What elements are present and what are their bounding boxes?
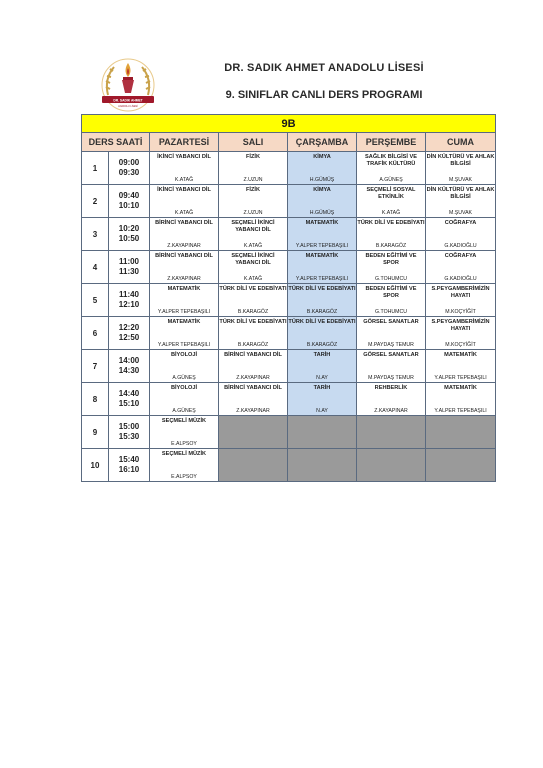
teacher: Z.KAYAPINAR xyxy=(374,408,408,414)
lesson-cell xyxy=(426,383,496,416)
subject: DİN KÜLTÜRÜ VE AHLAK BİLGİSİ xyxy=(426,187,495,200)
teacher: A.GÜNEŞ xyxy=(172,375,196,381)
subject: MATEMATİK xyxy=(167,319,201,325)
subject: MATEMATİK xyxy=(444,352,477,358)
teacher: Y.ALPER TEPEBAŞILI xyxy=(295,243,349,249)
end-time: 12:50 xyxy=(118,333,140,342)
class-label: 9B xyxy=(82,115,496,133)
lesson-cell xyxy=(288,152,357,185)
period-cell xyxy=(82,218,150,251)
teacher: B.KARAGÖZ xyxy=(306,342,338,348)
period-cell xyxy=(82,317,150,350)
teacher: Y.ALPER TEPEBAŞILI xyxy=(434,408,487,414)
start-time: 11:40 xyxy=(118,290,140,299)
end-time: 10:50 xyxy=(118,234,140,243)
teacher: K.ATAĞ xyxy=(243,276,263,282)
subject: TÜRK DİLİ VE EDEBİYATI xyxy=(288,286,356,292)
table-row xyxy=(82,449,496,482)
teacher: G.TOHUMCU xyxy=(375,276,407,282)
subject: İKİNCİ YABANCI DİL xyxy=(157,187,211,193)
teacher: M.ŞUVAK xyxy=(449,210,473,216)
end-time: 09:30 xyxy=(118,168,140,177)
teacher: M.KOÇYİĞİT xyxy=(445,309,476,315)
end-time: 11:30 xyxy=(118,267,140,276)
empty-cell xyxy=(426,449,496,482)
lesson-cell xyxy=(288,185,357,218)
subject: SEÇMELİ İKİNCİ YABANCI DİL xyxy=(231,220,275,233)
subject: SEÇMELİ İKİNCİ YABANCI DİL xyxy=(231,253,275,266)
end-time: 15:30 xyxy=(118,432,140,441)
period-number: 9 xyxy=(92,427,98,437)
lesson-cell xyxy=(219,218,288,251)
lesson-cell xyxy=(357,152,426,185)
end-time: 12:10 xyxy=(118,300,140,309)
subject: TÜRK DİLİ VE EDEBİYATI xyxy=(288,319,356,325)
teacher: H.GÜMÜŞ xyxy=(309,210,335,216)
lesson-cell xyxy=(426,185,496,218)
subject: S.PEYGAMBERİMİZİN HAYATI xyxy=(431,286,490,299)
empty-cell xyxy=(219,416,288,449)
subject: SEÇMELİ SOSYAL ETKİNLİK xyxy=(366,187,416,200)
lesson-cell xyxy=(288,251,357,284)
lesson-cell xyxy=(219,251,288,284)
lesson-cell xyxy=(219,284,288,317)
start-time: 15:00 xyxy=(118,422,140,431)
lesson-cell xyxy=(150,416,219,449)
lesson-cell xyxy=(150,317,219,350)
lesson-cell xyxy=(426,218,496,251)
teacher: A.GÜNEŞ xyxy=(379,177,403,183)
svg-text:DR. SADIK AHMET: DR. SADIK AHMET xyxy=(113,98,143,103)
subject: DİN KÜLTÜRÜ VE AHLAK BİLGİSİ xyxy=(426,154,495,167)
subject: TARİH xyxy=(313,385,331,391)
table-row xyxy=(82,251,496,284)
table-row xyxy=(82,218,496,251)
teacher: Z.KAYAPINAR xyxy=(167,276,201,282)
subject: TÜRK DİLİ VE EDEBİYATI xyxy=(219,319,287,325)
subject: TÜRK DİLİ VE EDEBİYATI xyxy=(357,220,425,226)
teacher: E.ALPSOY xyxy=(171,441,197,447)
start-time: 09:40 xyxy=(118,191,140,200)
period-cell xyxy=(82,416,150,449)
lesson-cell xyxy=(426,317,496,350)
empty-cell xyxy=(426,416,496,449)
column-header: PAZARTESİ xyxy=(150,133,219,152)
start-time: 11:00 xyxy=(118,257,140,266)
column-header: ÇARŞAMBA xyxy=(288,133,357,152)
empty-cell xyxy=(288,416,357,449)
end-time: 14:30 xyxy=(118,366,140,375)
empty-cell xyxy=(288,449,357,482)
table-row xyxy=(82,284,496,317)
lesson-cell xyxy=(219,383,288,416)
period-cell xyxy=(82,284,150,317)
teacher: Y.ALPER TEPEBAŞILI xyxy=(157,309,211,315)
lesson-cell xyxy=(219,317,288,350)
period-cell xyxy=(82,251,150,284)
teacher: K.ATAĞ xyxy=(381,210,401,216)
table-row xyxy=(82,350,496,383)
teacher: Z.KAYAPINAR xyxy=(236,408,270,414)
lesson-cell xyxy=(288,284,357,317)
lesson-cell xyxy=(150,152,219,185)
lesson-cell xyxy=(357,284,426,317)
period-cell xyxy=(82,350,150,383)
start-time: 15:40 xyxy=(118,455,140,464)
subject: BİRİNCİ YABANCI DİL xyxy=(155,220,213,226)
period-number: 1 xyxy=(92,163,98,173)
lesson-cell xyxy=(357,383,426,416)
lesson-cell xyxy=(150,251,219,284)
subject: SAĞLIK BİLGİSİ VE TRAFİK KÜLTÜRÜ xyxy=(365,154,417,167)
teacher: M.KOÇYİĞİT xyxy=(445,342,476,348)
teacher: Z.KAYAPINAR xyxy=(236,375,270,381)
subject: BİYOLOJİ xyxy=(170,385,198,391)
lesson-cell xyxy=(150,185,219,218)
teacher: Y.ALPER TEPEBAŞILI xyxy=(295,276,349,282)
lesson-cell xyxy=(288,317,357,350)
subject: FİZİK xyxy=(246,187,260,193)
teacher: M.ŞUVAK xyxy=(449,177,473,183)
subject: BİRİNCİ YABANCI DİL xyxy=(155,253,213,259)
lesson-cell xyxy=(357,251,426,284)
lesson-cell xyxy=(426,152,496,185)
subject: MATEMATİK xyxy=(305,253,339,259)
end-time: 16:10 xyxy=(118,465,140,474)
end-time: 15:10 xyxy=(118,399,140,408)
teacher: Y.ALPER TEPEBAŞILI xyxy=(434,375,487,381)
lesson-cell xyxy=(150,284,219,317)
teacher: Z.KAYAPINAR xyxy=(167,243,201,249)
table-row xyxy=(82,152,496,185)
teacher: B.KARAGÖZ xyxy=(306,309,338,315)
column-header: SALI xyxy=(219,133,288,152)
subject: SEÇMELİ MÜZİK xyxy=(161,418,207,424)
subject: TÜRK DİLİ VE EDEBİYATI xyxy=(219,286,287,292)
lesson-cell xyxy=(219,350,288,383)
teacher: N.AY xyxy=(316,375,328,381)
column-header: PERŞEMBE xyxy=(357,133,426,152)
period-cell xyxy=(82,383,150,416)
teacher: G.KADIOĞLU xyxy=(444,276,477,282)
start-time: 14:40 xyxy=(118,389,140,398)
subject: BEDEN EĞİTİMİ VE SPOR xyxy=(365,253,417,266)
period-number: 2 xyxy=(92,196,98,206)
period-cell xyxy=(82,185,150,218)
teacher: B.KARAGÖZ xyxy=(237,309,269,315)
lesson-cell xyxy=(288,383,357,416)
teacher: Y.ALPER TEPEBAŞILI xyxy=(157,342,211,348)
empty-cell xyxy=(219,449,288,482)
teacher: B.KARAGÖZ xyxy=(237,342,269,348)
lesson-cell xyxy=(150,218,219,251)
subject: KİMYA xyxy=(313,187,331,193)
lesson-cell xyxy=(219,152,288,185)
start-time: 14:00 xyxy=(118,356,140,365)
lesson-cell xyxy=(357,185,426,218)
lesson-cell xyxy=(150,449,219,482)
subject: FİZİK xyxy=(246,154,260,160)
empty-cell xyxy=(357,416,426,449)
column-header: CUMA xyxy=(426,133,496,152)
teacher: K.ATAĞ xyxy=(174,210,194,216)
table-row xyxy=(82,383,496,416)
period-cell xyxy=(82,449,150,482)
table-row xyxy=(82,317,496,350)
teacher: G.KADIOĞLU xyxy=(444,243,477,249)
lesson-cell xyxy=(219,185,288,218)
lesson-cell xyxy=(150,383,219,416)
start-time: 09:00 xyxy=(118,158,140,167)
period-cell xyxy=(82,152,150,185)
period-number: 8 xyxy=(92,394,98,404)
subject: REHBERLİK xyxy=(374,385,408,391)
subject: KİMYA xyxy=(313,154,331,160)
subject: SEÇMELİ MÜZİK xyxy=(161,451,207,457)
svg-text:ANADOLU LİSESİ: ANADOLU LİSESİ xyxy=(118,105,138,108)
teacher: B.KARAGÖZ xyxy=(375,243,407,249)
teacher: Z.UZUN xyxy=(243,210,263,216)
lesson-cell xyxy=(357,317,426,350)
teacher: M.PAYDAŞ TEMUR xyxy=(368,342,414,348)
lesson-cell xyxy=(357,350,426,383)
teacher: E.ALPSOY xyxy=(171,474,197,480)
period-number: 3 xyxy=(92,229,98,239)
subject: BİYOLOJİ xyxy=(170,352,198,358)
subject: S.PEYGAMBERİMİZİN HAYATI xyxy=(431,319,490,332)
start-time: 10:20 xyxy=(118,224,140,233)
lesson-cell xyxy=(426,350,496,383)
subject: TARİH xyxy=(313,352,331,358)
subject: MATEMATİK xyxy=(444,385,477,391)
teacher: N.AY xyxy=(316,408,328,414)
subject: MATEMATİK xyxy=(305,220,339,226)
school-name: DR. SADIK AHMET ANADOLU LİSESİ xyxy=(224,62,424,74)
table-row xyxy=(82,185,496,218)
column-header: DERS SAATİ xyxy=(82,133,150,152)
subject: GÖRSEL SANATLAR xyxy=(363,352,419,358)
column-header-row xyxy=(82,133,496,152)
lesson-cell xyxy=(150,350,219,383)
teacher: K.ATAĞ xyxy=(243,243,263,249)
teacher: H.GÜMÜŞ xyxy=(309,177,335,183)
teacher: Z.UZUN xyxy=(243,177,263,183)
period-number: 10 xyxy=(90,460,100,470)
teacher: M.PAYDAŞ TEMUR xyxy=(368,375,414,381)
program-title: 9. SINIFLAR CANLI DERS PROGRAMI xyxy=(225,89,423,101)
teacher: G.TOHUMCU xyxy=(375,309,407,315)
subject: BİRİNCİ YABANCI DİL xyxy=(224,352,282,358)
period-number: 5 xyxy=(92,295,98,305)
teacher: A.GÜNEŞ xyxy=(172,408,196,414)
subject: COĞRAFYA xyxy=(444,253,477,259)
lesson-cell xyxy=(426,251,496,284)
lesson-cell xyxy=(357,218,426,251)
subject: BİRİNCİ YABANCI DİL xyxy=(224,385,282,391)
period-number: 7 xyxy=(92,361,98,371)
subject: BEDEN EĞİTİMİ VE SPOR xyxy=(365,286,417,299)
subject: COĞRAFYA xyxy=(444,220,477,226)
subject: İKİNCİ YABANCI DİL xyxy=(157,154,211,160)
lesson-cell xyxy=(288,350,357,383)
period-number: 6 xyxy=(92,328,98,338)
lesson-cell xyxy=(426,284,496,317)
end-time: 10:10 xyxy=(118,201,140,210)
start-time: 12:20 xyxy=(118,323,140,332)
period-number: 4 xyxy=(92,262,98,272)
lesson-cell xyxy=(288,218,357,251)
subject: GÖRSEL SANATLAR xyxy=(363,319,419,325)
table-row xyxy=(82,416,496,449)
empty-cell xyxy=(357,449,426,482)
teacher: K.ATAĞ xyxy=(174,177,194,183)
subject: MATEMATİK xyxy=(167,286,201,292)
schedule-table xyxy=(81,114,496,482)
